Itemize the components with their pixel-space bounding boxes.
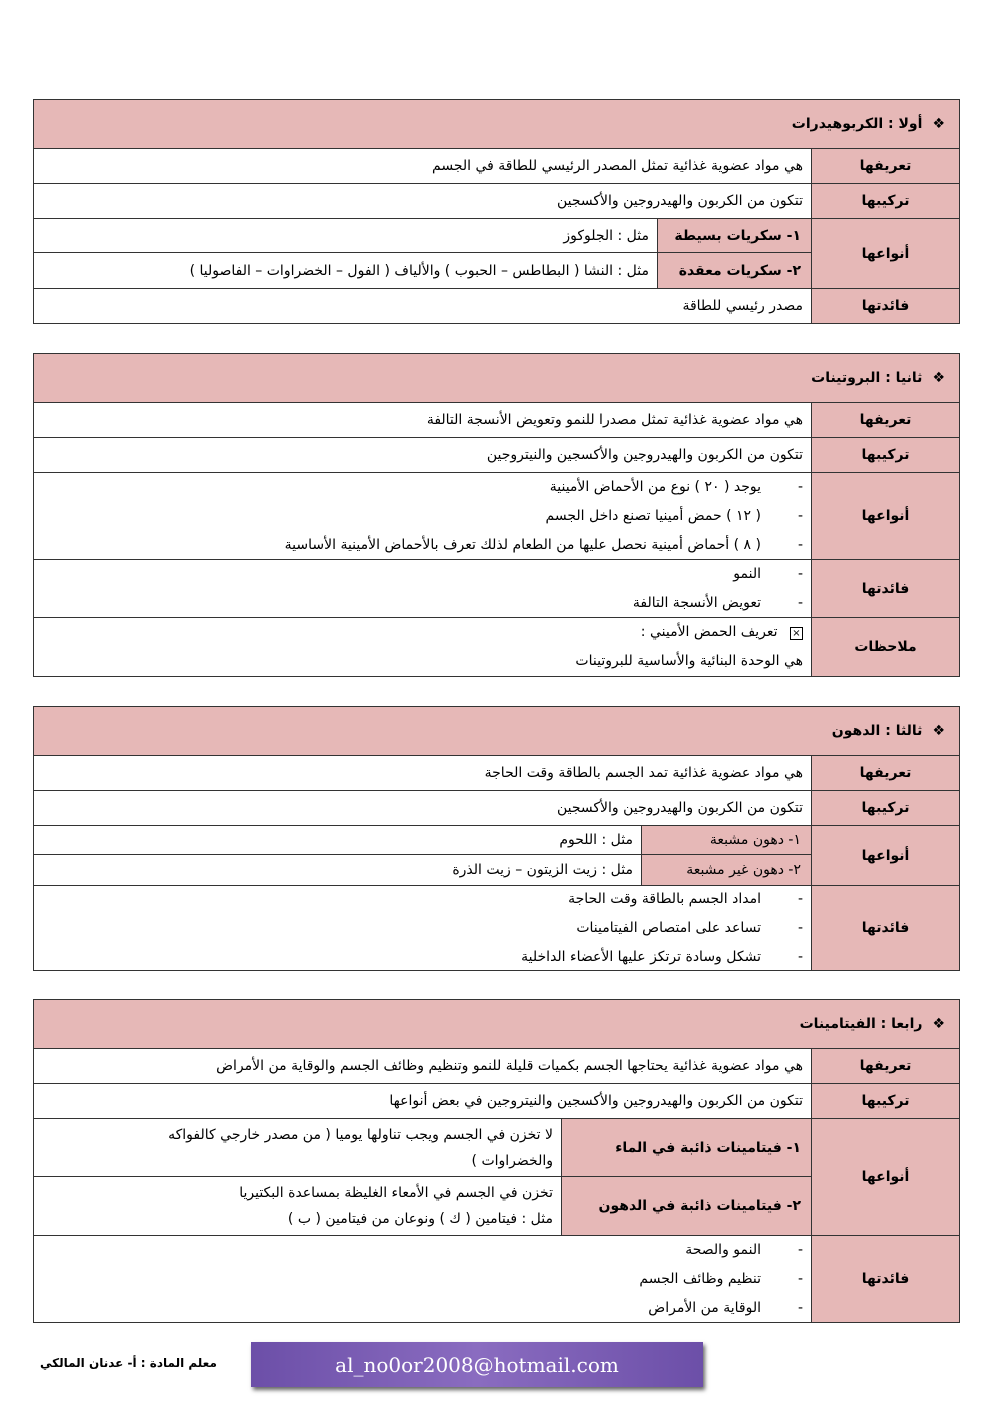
list-item: - النمو والصحة [34,1236,803,1265]
def-text: هي مواد عضوية غذائية تمثل المصدر الرئيسي للطاقة في الجسم [432,158,803,174]
teacher-credit: معلم المادة : أ- عدنان المالكي [40,1356,217,1370]
comp-text: تتكون من الكربون والهيدروجين والأكسجين [556,800,803,816]
type2-value: مثل : زيت الزيتون – زيت الذرة [452,862,633,878]
list-item: - ( ١٢ ) حمض أمينيا تصنع داخل الجسم [34,502,803,531]
diamond-bullet-icon: ❖ [932,1016,945,1032]
def-label: تعريفها [811,149,959,183]
types-label: أنواعها [811,826,959,885]
comp-text: تتكون من الكربون والهيدروجين والأكسجين والنيتروجين في بعض أنواعها [389,1093,803,1109]
notes-label: ملاحظات [811,618,959,676]
use-text: مصدر رئيسي للطاقة [682,298,803,314]
def-label: تعريفها [811,756,959,790]
note-body: هي الوحدة البنائية والأساسية للبروتينات [575,653,803,669]
vitamins-table [33,999,960,1323]
list-item: - الوقاية من الأمراض [34,1294,803,1323]
email-banner: al_no0or2008@hotmail.com [251,1342,703,1387]
checkbox-icon: × [790,627,803,640]
list-item: - امداد الجسم بالطاقة وقت الحاجة [34,885,803,914]
carbs-header [34,100,959,149]
type1-line: لا تخزن في الجسم ويجب تناولها يوميا ( من مصدر خارجي كالفواكه [168,1126,553,1143]
list-item: - تعويض الأنسجة التالفة [34,589,803,618]
type1-label: ١- سكريات بسيطة [657,219,811,252]
vitamins-header [34,1000,959,1049]
note-title: تعريف الحمض الأميني : [640,624,778,640]
list-item: - النمو [34,560,803,589]
type1-label: ١- دهون مشبعة [641,826,811,854]
def-label: تعريفها [811,1049,959,1083]
type2-value: مثل : النشا ( البطاطس – الحبوب ) والألياف ( الفول – الخضراوات – الفاصوليا ) [189,262,649,279]
def-text: هي مواد عضوية غذائية تمد الجسم بالطاقة وقت الحاجة [484,765,803,781]
use-label: فائدتها [811,1236,959,1322]
type1-value: مثل : الجلوكوز [563,227,649,244]
use-label: فائدتها [811,560,959,617]
comp-text: تتكون من الكربون والهيدروجين والأكسجين [556,193,803,209]
fats-header [34,707,959,756]
type2-label: ٢- دهون غير مشبعة [641,855,811,885]
list-item: - تشكل وسادة ترتكز عليها الأعضاء الداخلية [34,943,803,972]
diamond-bullet-icon: ❖ [932,116,945,132]
proteins-header [34,354,959,403]
list-item: - ( ٨ ) أحماض أمينية نحصل عليها من الطعام لذلك تعرف بالأحماض الأمينية الأساسية [34,531,803,560]
list-item: - يوجد ( ٢٠ ) نوع من الأحماض الأمينية [34,473,803,502]
comp-label: تركيبها [811,791,959,825]
carbs-title: أولا : الكربوهيدرات [791,116,923,132]
type2-label: ٢- فيتامينات ذائبة في الدهون [561,1177,811,1235]
fats-table [33,706,960,971]
type1-line: والخضراوات ) [471,1152,553,1169]
list-item: - تنظيم وظائف الجسم [34,1265,803,1294]
types-label: أنواعها [811,219,959,288]
diamond-bullet-icon: ❖ [932,370,945,386]
def-text: هي مواد عضوية غذائية تمثل مصدرا للنمو وتعويض الأنسجة التالفة [426,412,803,428]
type1-value: مثل : اللحوم [559,832,633,848]
vitamins-title: رابعا : الفيتامينات [799,1016,923,1032]
proteins-title: ثانيا : البروتينات [811,370,923,386]
type2-label: ٢- سكريات معقدة [657,253,811,288]
list-item: - تساعد على امتصاص الفيتامينات [34,914,803,943]
comp-label: تركيبها [811,438,959,472]
type1-label: ١- فيتامينات ذائبة في الماء [561,1119,811,1176]
fats-title: ثالثا : الدهون [831,723,923,739]
comp-label: تركيبها [811,1084,959,1118]
type2-line: تخزن في الجسم في الأمعاء الغليظة بمساعدة البكتيريا [239,1185,553,1201]
use-label: فائدتها [811,289,959,323]
carbs-table [33,99,960,324]
types-label: أنواعها [811,473,959,559]
types-label: أنواعها [811,1119,959,1235]
proteins-table [33,353,960,677]
type2-line: مثل : فيتامين ( ك ) ونوعان من فيتامين ( ب ) [287,1211,553,1227]
def-label: تعريفها [811,403,959,437]
use-label: فائدتها [811,886,959,970]
diamond-bullet-icon: ❖ [932,723,945,739]
comp-text: تتكون من الكربون والهيدروجين والأكسجين والنيتروجين [486,447,803,463]
def-text: هي مواد عضوية غذائية يحتاجها الجسم بكميات قليلة للنمو وتنظيم وظائف الجسم والوقاية من الأمراض [216,1058,803,1074]
comp-label: تركيبها [811,184,959,218]
